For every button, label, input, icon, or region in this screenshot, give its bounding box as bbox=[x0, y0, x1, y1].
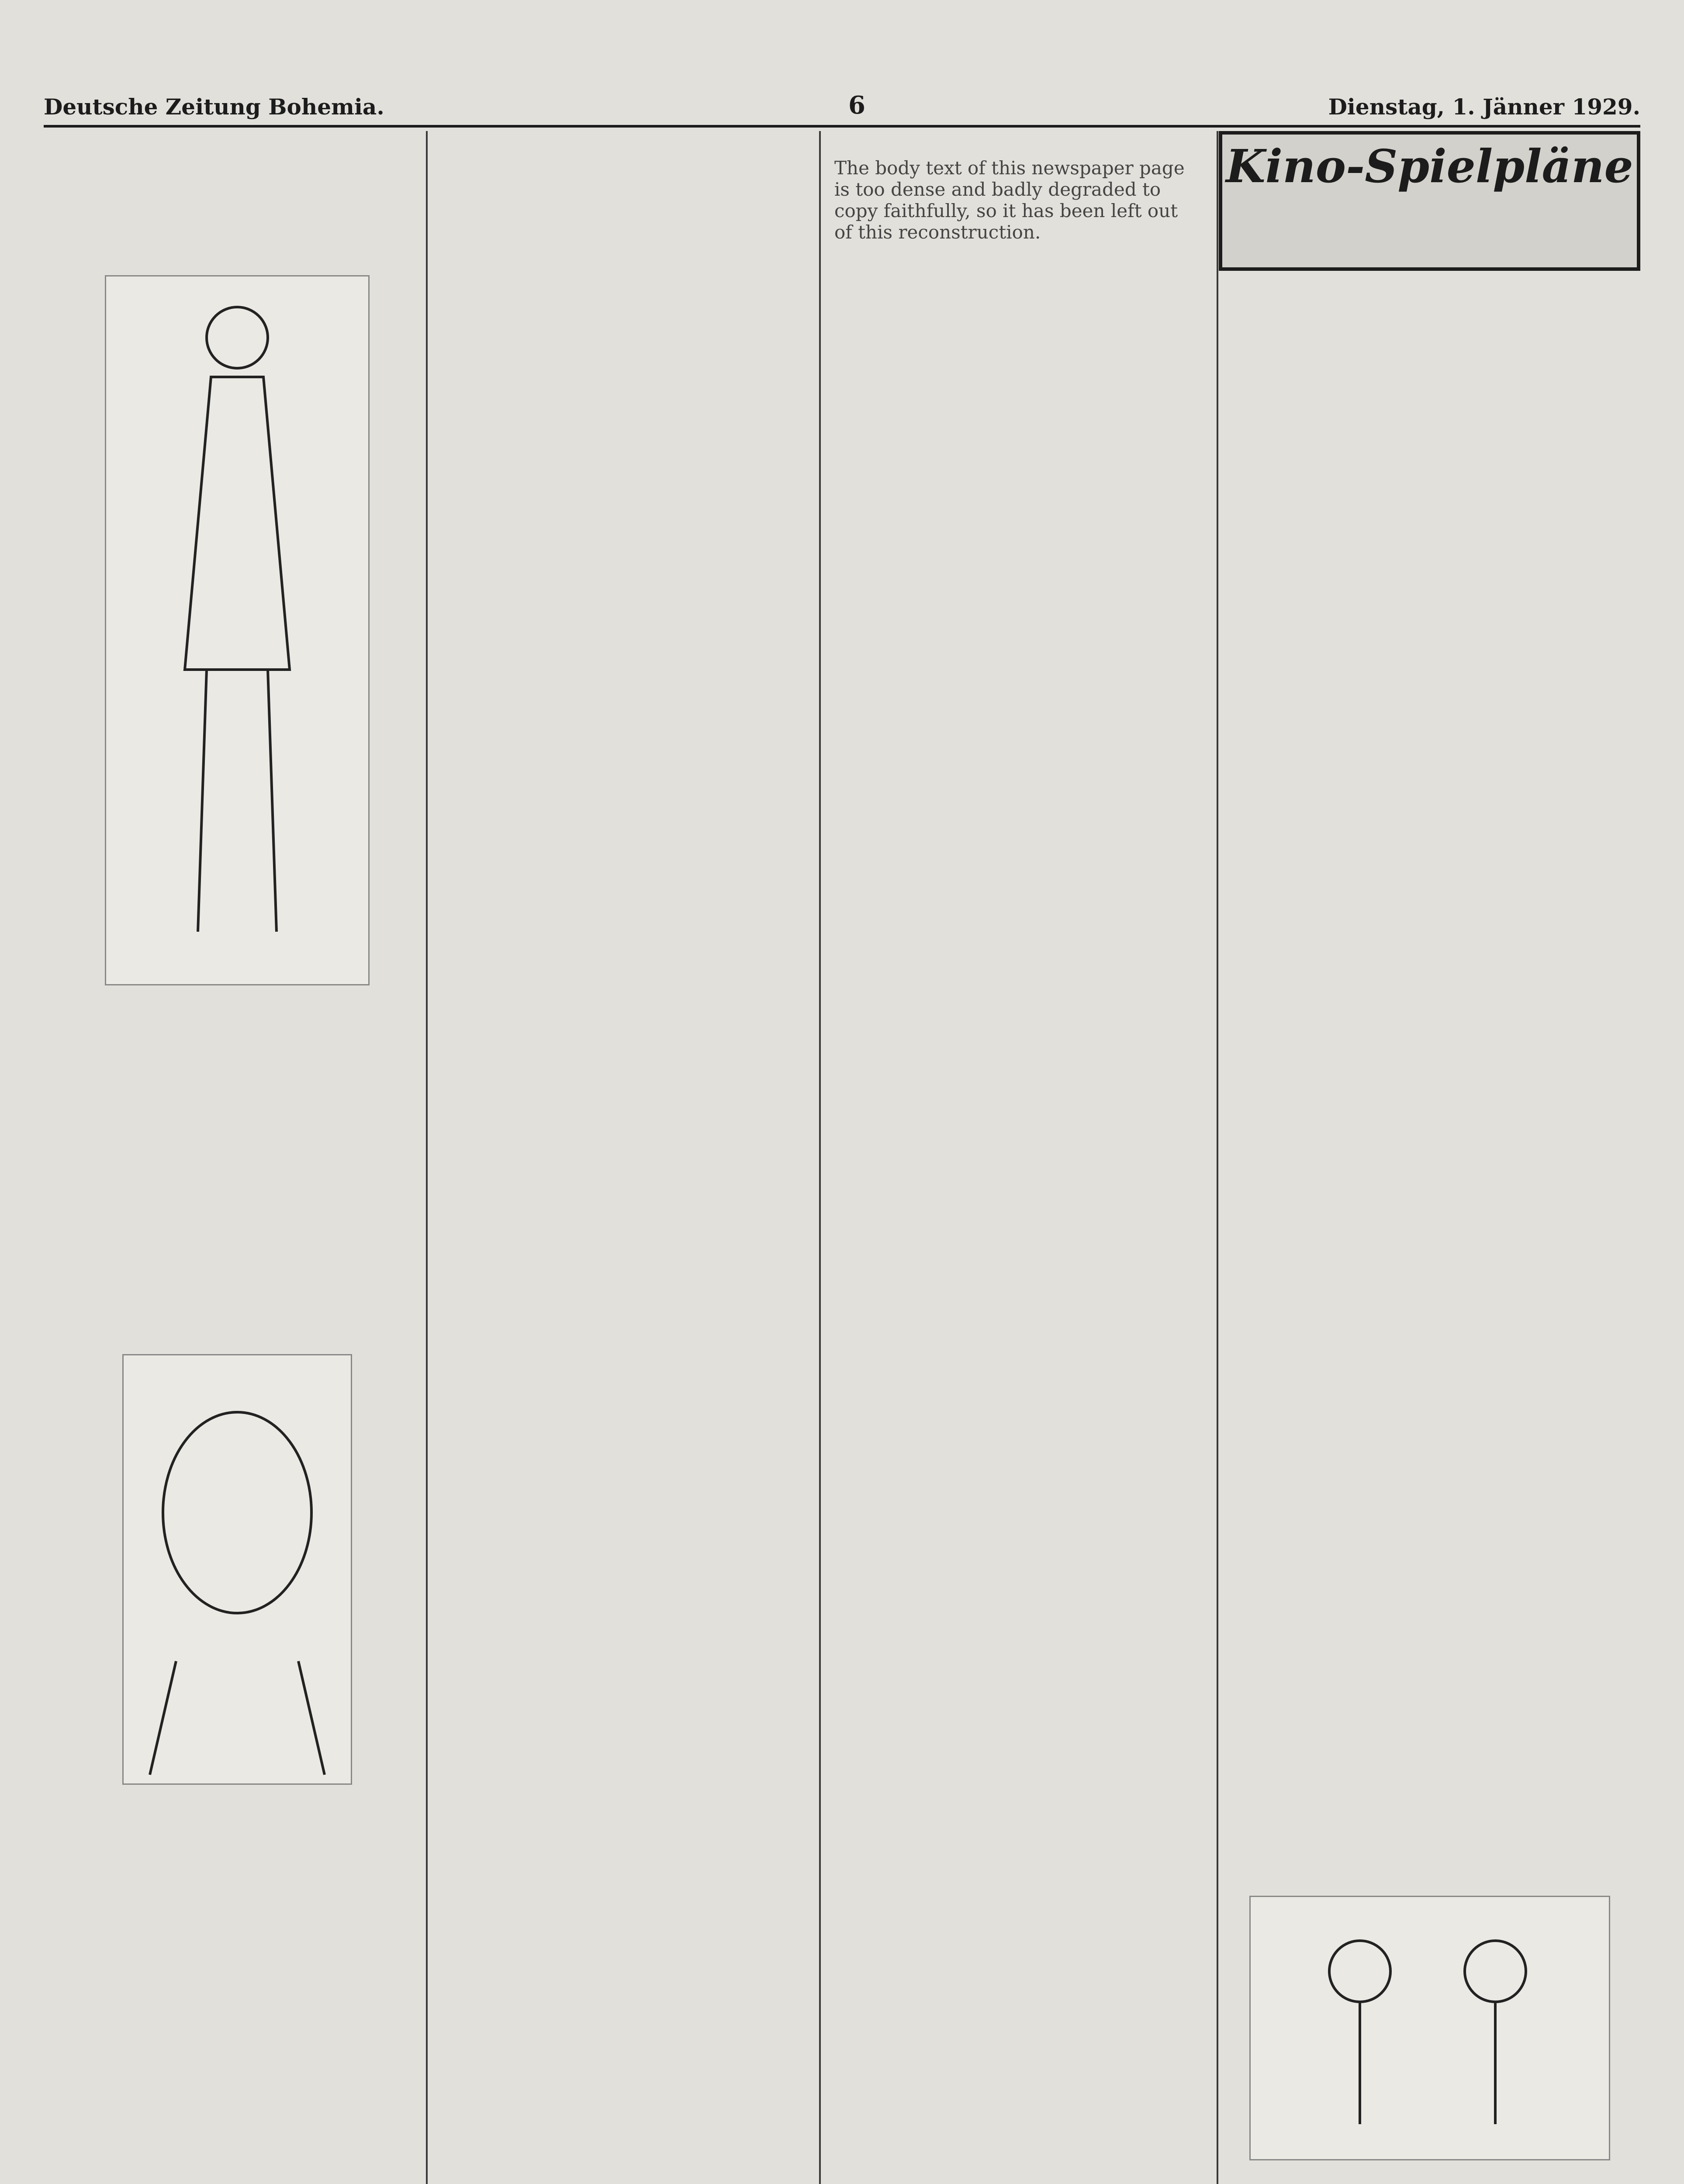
column-1 bbox=[44, 131, 419, 2184]
standing-figure-icon bbox=[106, 276, 368, 984]
issue-date: Dienstag, 1. Jänner 1929. bbox=[1328, 94, 1640, 120]
advertisement-illustration bbox=[1249, 1896, 1610, 2160]
column-rule bbox=[426, 131, 428, 2184]
masthead-line bbox=[44, 83, 1640, 128]
cinema-listings-panel bbox=[1219, 131, 1640, 271]
column-rule bbox=[1217, 131, 1218, 2184]
cinema-listings-title: Kino-Spielpläne bbox=[1226, 139, 1633, 193]
page-number: 6 bbox=[848, 91, 865, 120]
column-3 bbox=[826, 131, 1210, 2184]
caricature-portrait bbox=[122, 1354, 352, 1785]
paper-name: Deutsche Zeitung Bohemia. bbox=[44, 94, 384, 120]
omitted-text-note: The body text of this newspaper page is too dense and badly degraded to copy faithfully, so it has been left out of this reconstruction. bbox=[834, 157, 1185, 243]
caricature-standing bbox=[105, 275, 370, 985]
column-4 bbox=[1223, 280, 1638, 2184]
two-figures-icon bbox=[1251, 1897, 1609, 2159]
column-2 bbox=[432, 131, 813, 2184]
portrait-figure-icon bbox=[124, 1355, 351, 1783]
column-rule bbox=[819, 131, 821, 2184]
